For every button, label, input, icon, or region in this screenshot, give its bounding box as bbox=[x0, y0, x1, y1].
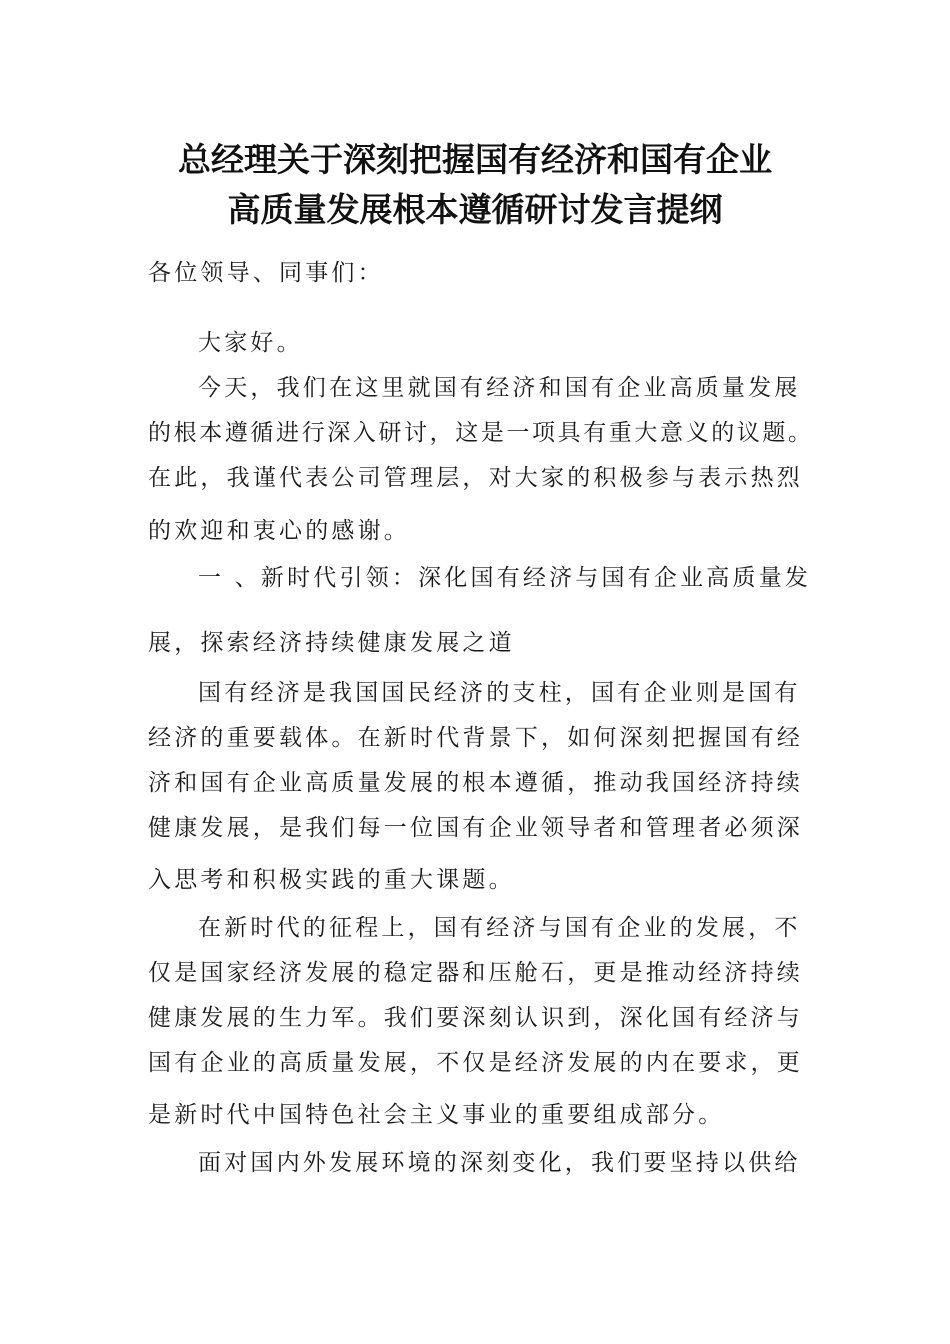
paragraph-2-line-2: 经济的重要载体。在新时代背景下，如何深刻把握国有经 bbox=[148, 725, 803, 751]
paragraph-1-line-1: 今天，我们在这里就国有经济和国有企业高质量发展 bbox=[198, 375, 801, 401]
paragraph-1-line-4: 的欢迎和衷心的感谢。 bbox=[148, 518, 410, 544]
section-heading-1-line-2: 展，探索经济持续健康发展之道 bbox=[148, 630, 515, 656]
paragraph-2-line-1: 国有经济是我国国民经济的支柱，国有企业则是国有 bbox=[198, 680, 801, 706]
document-title-line-1: 总经理关于深刻把握国有经济和国有企业 bbox=[178, 140, 772, 179]
paragraph-2-line-3: 济和国有企业高质量发展的根本遵循，推动我国经济持续 bbox=[148, 770, 803, 796]
paragraph-1-line-3: 在此，我谨代表公司管理层，对大家的积极参与表示热烈 bbox=[148, 465, 803, 491]
paragraph-3-line-2: 仅是国家经济发展的稳定器和压舱石，更是推动经济持续 bbox=[148, 960, 803, 986]
greeting: 大家好。 bbox=[198, 330, 303, 356]
paragraph-3-line-3: 健康发展的生力军。我们要深刻认识到，深化国有经济与 bbox=[148, 1005, 803, 1031]
section-heading-1-line-1: 一 、新时代引领：深化国有经济与国有企业高质量发 bbox=[198, 565, 812, 591]
paragraph-3-line-5: 是新时代中国特色社会主义事业的重要组成部分。 bbox=[148, 1102, 725, 1128]
paragraph-4-line-1: 面对国内外发展环境的深刻变化，我们要坚持以供给 bbox=[198, 1150, 801, 1176]
paragraph-2-line-5: 入思考和积极实践的重大课题。 bbox=[148, 867, 515, 893]
paragraph-3-line-1: 在新时代的征程上，国有经济与国有企业的发展，不 bbox=[198, 915, 801, 941]
paragraph-3-line-4: 国有企业的高质量发展，不仅是经济发展的内在要求，更 bbox=[148, 1050, 803, 1076]
document-title-line-2: 高质量发展根本遵循研讨发言提纲 bbox=[227, 190, 723, 229]
paragraph-2-line-4: 健康发展，是我们每一位国有企业领导者和管理者必须深 bbox=[148, 815, 803, 841]
salutation: 各位领导、同事们： bbox=[148, 260, 384, 286]
paragraph-1-line-2: 的根本遵循进行深入研讨，这是一项具有重大意义的议题。 bbox=[148, 420, 814, 446]
